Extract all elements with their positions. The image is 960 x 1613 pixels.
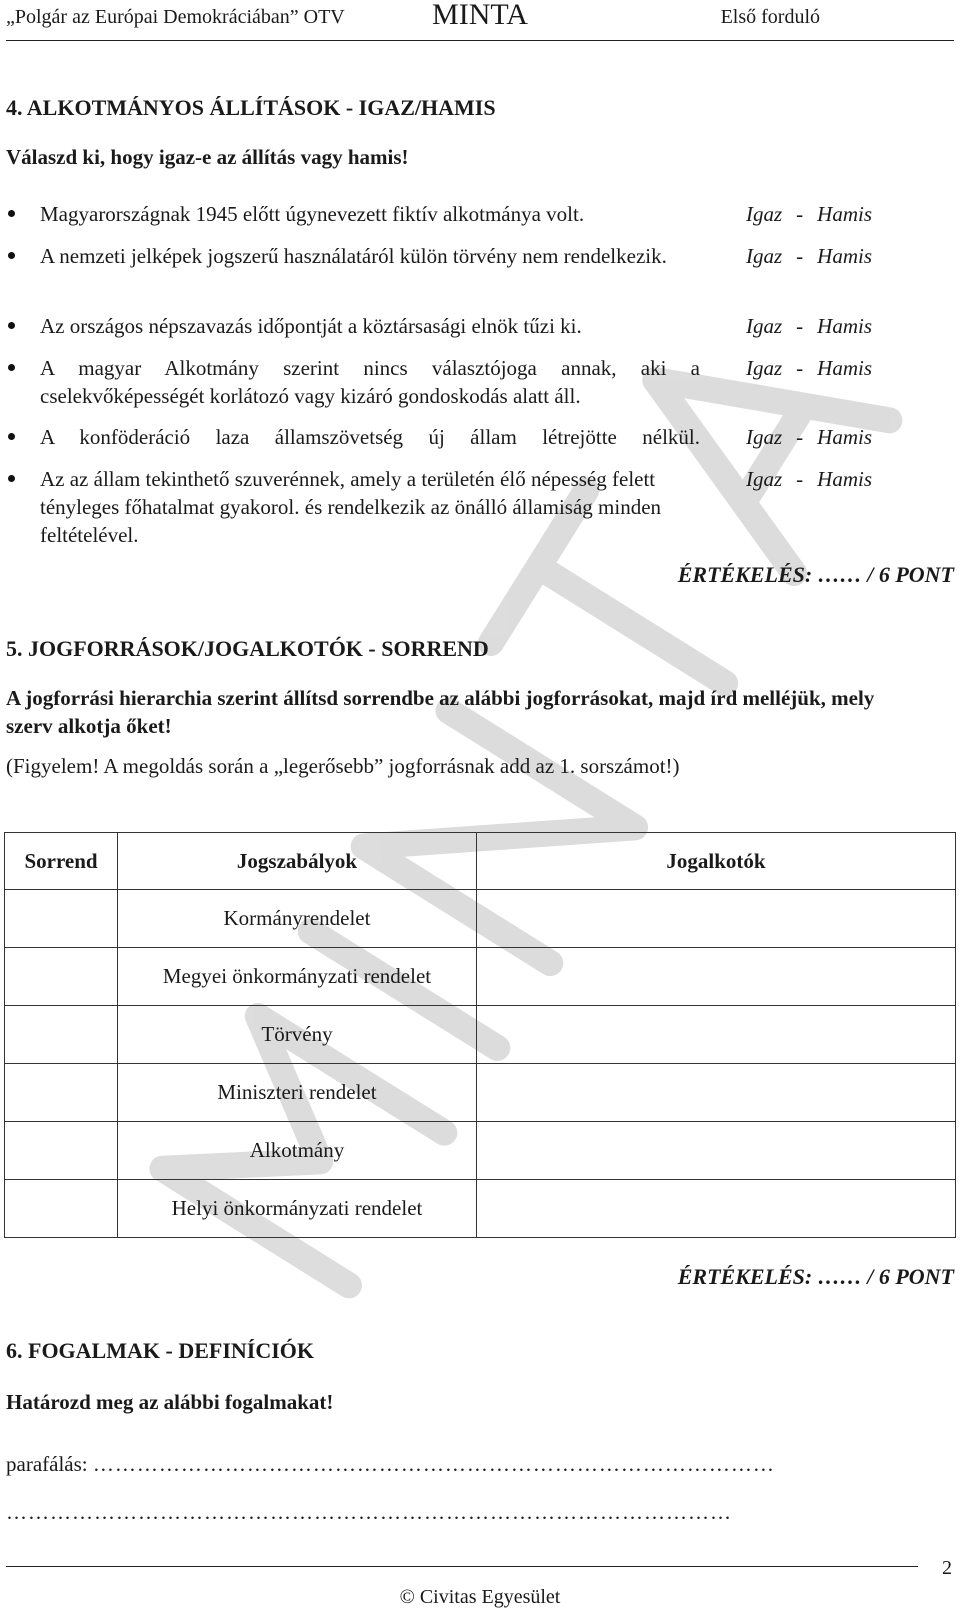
false-option[interactable]: Hamis <box>817 244 873 268</box>
true-false-choice[interactable]: Igaz - Hamis <box>746 314 873 338</box>
header-divider <box>6 40 954 41</box>
bullet-icon <box>8 433 15 440</box>
order-cell[interactable] <box>5 1122 118 1180</box>
order-cell[interactable] <box>5 1180 118 1238</box>
true-option[interactable]: Igaz <box>746 467 783 491</box>
lawmaker-cell[interactable] <box>477 1180 956 1238</box>
law-cell: Miniszteri rendelet <box>118 1064 477 1122</box>
law-cell: Kormányrendelet <box>118 890 477 948</box>
false-option[interactable]: Hamis <box>817 202 873 226</box>
bullet-icon <box>8 322 15 329</box>
false-option[interactable]: Hamis <box>817 314 873 338</box>
lawmaker-cell[interactable] <box>477 890 956 948</box>
false-option[interactable]: Hamis <box>817 467 873 491</box>
page-number: 2 <box>942 1557 952 1579</box>
column-header-laws: Jogszabályok <box>118 833 477 890</box>
order-cell[interactable] <box>5 948 118 1006</box>
true-false-choice[interactable]: Igaz - Hamis <box>746 425 873 449</box>
section5-note: (Figyelem! A megoldás során a „legerősebb” jogforrásnak add az 1. sorszámot!) <box>6 754 680 778</box>
true-option[interactable]: Igaz <box>746 314 783 338</box>
bullet-icon <box>8 475 15 482</box>
true-false-choice[interactable]: Igaz - Hamis <box>746 467 873 491</box>
bullet-icon <box>8 210 15 217</box>
section4-title: 4. ALKOTMÁNYOS ÁLLÍTÁSOK - IGAZ/HAMIS <box>6 95 496 120</box>
statement-text: A magyar Alkotmány szerint nincs választójoga annak, aki a cselekvőképességét korlátozó vagy kizáró gondoskodás alatt áll. <box>40 356 700 408</box>
lawmaker-cell[interactable] <box>477 1122 956 1180</box>
section4-score: ÉRTÉKELÉS: …… / 6 PONT <box>677 562 954 587</box>
order-cell[interactable] <box>5 890 118 948</box>
statement-text: A konföderáció laza államszövetség új állam létrejötte nélkül. <box>40 425 700 449</box>
statement-text: Magyarországnak 1945 előtt úgynevezett fiktív alkotmánya volt. <box>40 202 585 226</box>
order-cell[interactable] <box>5 1006 118 1064</box>
column-header-lawmakers: Jogalkotók <box>477 833 956 890</box>
lawmaker-cell[interactable] <box>477 1064 956 1122</box>
section6-title: 6. FOGALMAK - DEFINÍCIÓK <box>6 1338 314 1363</box>
table-row <box>5 1006 956 1064</box>
term-label: parafálás: <box>6 1452 88 1476</box>
law-cell: Megyei önkormányzati rendelet <box>118 948 477 1006</box>
lawmaker-cell[interactable] <box>477 1006 956 1064</box>
bullet-icon <box>8 252 15 259</box>
answer-blank[interactable]: ………………………………………………………………………………… <box>92 1452 775 1476</box>
statement-text: A nemzeti jelképek jogszerű használatáról külön törvény nem rendelkezik. <box>40 244 667 268</box>
statement-text: Az az állam tekinthető szuverénnek, amely a területén élő népesség felett tényleges főhatalmat gyakorol. és rendelkezik az önálló államiság minden feltételével. <box>40 467 662 547</box>
header-sample-label: MINTA <box>432 0 528 31</box>
true-false-choice[interactable]: Igaz - Hamis <box>746 244 873 268</box>
true-option[interactable]: Igaz <box>746 425 783 449</box>
answer-blank[interactable]: ……………………………………………………………………………………… <box>6 1500 732 1524</box>
false-option[interactable]: Hamis <box>817 425 873 449</box>
law-sources-table <box>4 832 956 1238</box>
definition-row <box>6 1450 775 1478</box>
true-false-choice[interactable]: Igaz - Hamis <box>746 356 873 380</box>
table-row <box>5 890 956 948</box>
section4-instruction: Válaszd ki, hogy igaz-e az állítás vagy hamis! <box>6 145 409 169</box>
true-option[interactable]: Igaz <box>746 244 783 268</box>
law-cell: Alkotmány <box>118 1122 477 1180</box>
table-row <box>5 1122 956 1180</box>
false-option[interactable]: Hamis <box>817 356 873 380</box>
order-cell[interactable] <box>5 1064 118 1122</box>
table-row <box>5 948 956 1006</box>
lawmaker-cell[interactable] <box>477 948 956 1006</box>
law-cell: Törvény <box>118 1006 477 1064</box>
footer-divider <box>6 1566 918 1567</box>
section5-title: 5. JOGFORRÁSOK/JOGALKOTÓK - SORREND <box>6 636 489 661</box>
section5-instruction: A jogforrási hierarchia szerint állítsd sorrendbe az alábbi jogforrásokat, majd írd melléjük, mely szerv alkotja őket! <box>6 686 875 738</box>
bullet-icon <box>8 364 15 371</box>
section5-score: ÉRTÉKELÉS: …… / 6 PONT <box>677 1264 954 1289</box>
header-round-label: Első forduló <box>720 6 820 28</box>
table-row <box>5 1064 956 1122</box>
law-cell: Helyi önkormányzati rendelet <box>118 1180 477 1238</box>
statement-text: Az országos népszavazás időpontját a köztársasági elnök tűzi ki. <box>40 314 582 338</box>
true-option[interactable]: Igaz <box>746 356 783 380</box>
true-false-choice[interactable]: Igaz - Hamis <box>746 202 873 226</box>
section6-instruction: Határozd meg az alábbi fogalmakat! <box>6 1390 334 1414</box>
column-header-order: Sorrend <box>5 833 118 890</box>
true-option[interactable]: Igaz <box>746 202 783 226</box>
footer-copyright: © Civitas Egyesület <box>399 1586 561 1608</box>
header-competition-title: „Polgár az Európai Demokráciában” OTV <box>6 6 345 28</box>
table-header-row <box>5 833 956 890</box>
table-row <box>5 1180 956 1238</box>
